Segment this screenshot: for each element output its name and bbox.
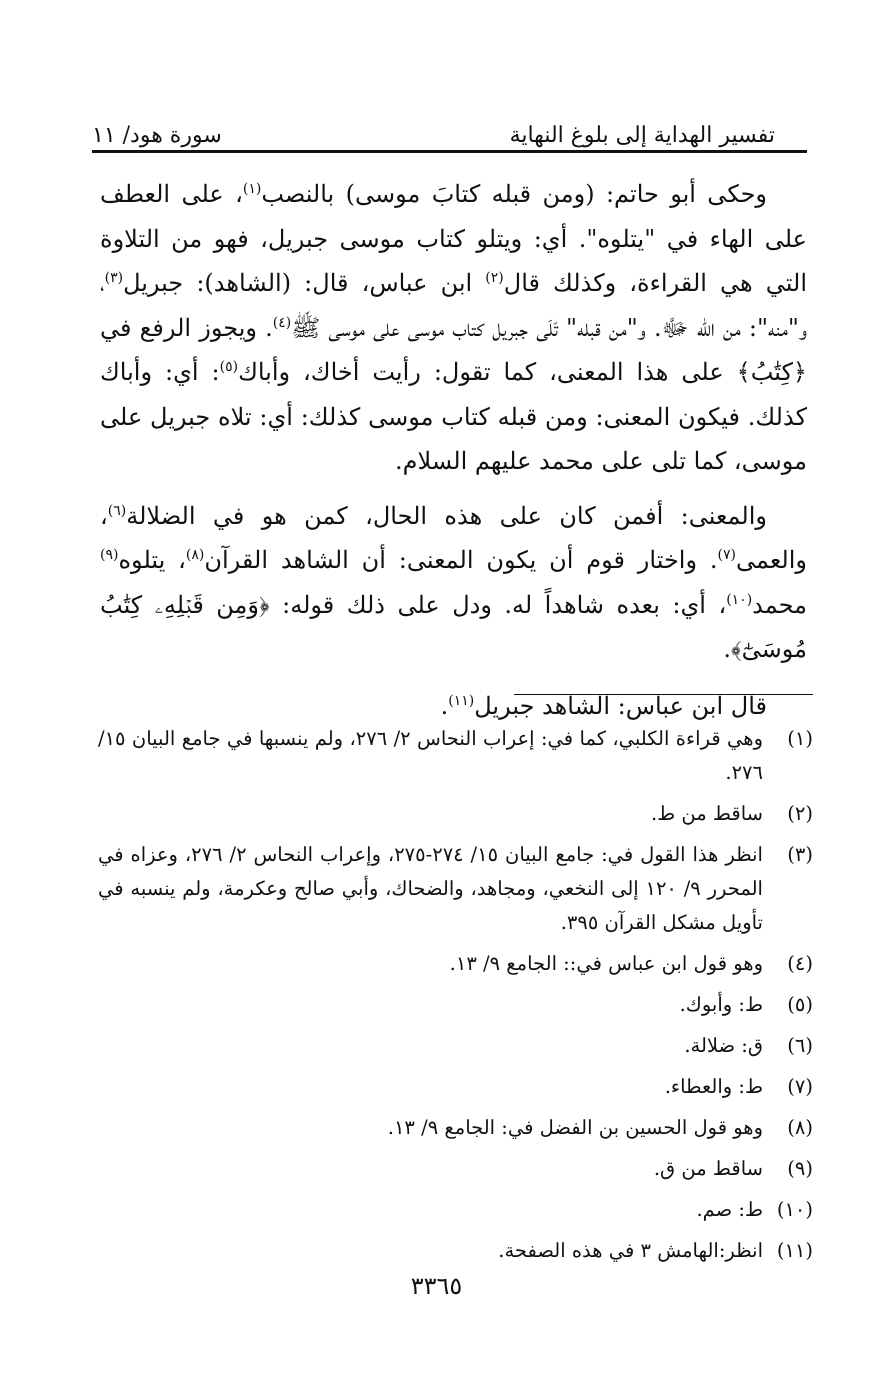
main-text xyxy=(100,172,807,728)
footnote-number: (١١) xyxy=(776,1239,813,1262)
footnote-ref: (١١) xyxy=(448,692,475,709)
footnote-number: (٩) xyxy=(787,1157,813,1180)
footnote-number: (٢) xyxy=(787,802,813,825)
paragraph-2 xyxy=(100,494,807,672)
text-run: . ويجوز الرفع في ﴿كِتَٰبُ﴾ على هذا المعنى، كما تقول: رأيت أخاك، وأباك xyxy=(100,313,807,386)
footnote-text: ط: وأبوك. xyxy=(679,993,763,1016)
footnote-item xyxy=(98,1029,813,1063)
paragraph-1 xyxy=(100,172,807,484)
text-run: والمعنى: أفمن كان على هذه الحال، كمن هو في الضلالة xyxy=(126,501,767,530)
footnote-number: (١٠) xyxy=(776,1198,813,1221)
footnote-ref: (٥) xyxy=(219,359,239,375)
footnote-item xyxy=(98,1152,813,1186)
footnote-separator xyxy=(514,694,813,695)
text-run: ، أي: بعده شاهداً له. ودل على ذلك قوله: xyxy=(269,590,727,619)
footnote-item xyxy=(98,797,813,831)
footnote-text: انظر هذا القول في: جامع البيان ١٥/ ٢٧٤-٢٧٥، وإعراب النحاس ٢/ ٢٧٦، وعزاه في المحرر ٩/ ١٢٠ إلى النخعي، ومجاهد، والضحاك، وأبي صالح وعكرمة، ولم ينسبه في تأويل مشكل القرآن ٣٩٥. xyxy=(98,843,763,934)
text-run: ابن عباس، قال: (الشاهد): جبريل xyxy=(123,269,486,297)
footnote-text: وهي قراءة الكلبي، كما في: إعراب النحاس ٢/ ٢٧٦، ولم ينسبها في جامع البيان ١٥/ ٢٧٦. xyxy=(98,727,764,784)
text-run: ، على العطف على الهاء في "يتلوه". أي: ويتلو كتاب موسى جبريل، فهو من التلاوة التي هي القراءة، وكذلك قال xyxy=(100,180,807,297)
text-run: . xyxy=(723,635,731,663)
footnote-text: ساقط من ط. xyxy=(650,802,763,825)
footnote-item xyxy=(98,722,813,790)
footnote-number: (٨) xyxy=(787,1116,813,1139)
running-header xyxy=(92,112,775,148)
footnote-number: (٤) xyxy=(787,952,813,975)
footnote-item xyxy=(98,1193,813,1227)
text-run: قال ابن عباس: الشاهد جبريل xyxy=(474,691,767,720)
header-rule xyxy=(92,150,807,153)
text-run: . واختار قوم أن يكون المعنى: أن الشاهد القرآن xyxy=(204,546,718,574)
footnote-text: وهو قول ابن عباس في:: الجامع ٩/ ١٣. xyxy=(449,952,763,975)
footnote-number: (٧) xyxy=(787,1075,813,1098)
footnote-number: (٦) xyxy=(787,1034,813,1057)
text-run: ، يتلوه xyxy=(118,546,186,574)
footnote-item xyxy=(98,988,813,1022)
footnote-item xyxy=(98,838,813,940)
footnote-text: وهو قول الحسين بن الفضل في: الجامع ٩/ ١٣. xyxy=(387,1116,763,1139)
surah-label: سورة هود/ ١١ xyxy=(92,123,222,148)
footnote-ref: (٢) xyxy=(485,270,504,286)
footnote-text: ط: صم. xyxy=(696,1198,763,1221)
footnote-number: (٥) xyxy=(787,993,813,1016)
footnote-text: ق: ضلالة. xyxy=(684,1034,763,1057)
footnotes xyxy=(98,722,813,1275)
footnote-number: (١) xyxy=(787,727,813,750)
footnote-ref: (١) xyxy=(242,181,262,197)
text-run: ، والعمى xyxy=(100,501,807,574)
footnote-text: انظر:الهامش ٣ في هذه الصفحة. xyxy=(498,1239,763,1262)
footnote-ref: (٧) xyxy=(717,547,736,563)
text-run: . xyxy=(440,691,449,720)
footnote-ref: (٤) xyxy=(272,314,292,331)
footnote-number: (٣) xyxy=(787,843,813,866)
quran-verse: ﴿وَمِن قَبۡلِهِۦ كِتَٰبُ مُوسَىٰٓ﴾ xyxy=(100,590,807,663)
text-run: ، و"منه": من الله ﷻ. و"من قبله" تَلَى جبريل كتاب موسى على موسى ﷺ xyxy=(100,269,807,342)
footnote-ref: (٩) xyxy=(100,547,119,563)
text-run: محمد xyxy=(752,590,807,619)
footnote-ref: (٣) xyxy=(104,270,124,286)
text-run: وحكى أبو حاتم: (ومن قبله كتابَ موسى) بالنصب xyxy=(261,180,767,208)
footnote-item xyxy=(98,947,813,981)
footnote-item xyxy=(98,1070,813,1104)
footnote-ref: (١٠) xyxy=(726,591,753,608)
footnote-ref: (٨) xyxy=(185,547,205,563)
text-run: : أي: وأباك كذلك. فيكون المعنى: ومن قبله كتاب موسى كذلك: أي: تلاه جبريل على موسى، كما تلى على محمد عليهم السلام. xyxy=(100,358,807,475)
footnote-text: ساقط من ق. xyxy=(653,1157,763,1180)
book-title: تفسير الهداية إلى بلوغ النهاية xyxy=(509,123,775,148)
page-number: ٣٣٦٥ xyxy=(410,1272,463,1300)
footnote-item xyxy=(98,1111,813,1145)
footnote-ref: (٦) xyxy=(107,502,127,519)
footnote-item xyxy=(98,1234,813,1268)
footnote-text: ط: والعطاء. xyxy=(664,1075,763,1098)
